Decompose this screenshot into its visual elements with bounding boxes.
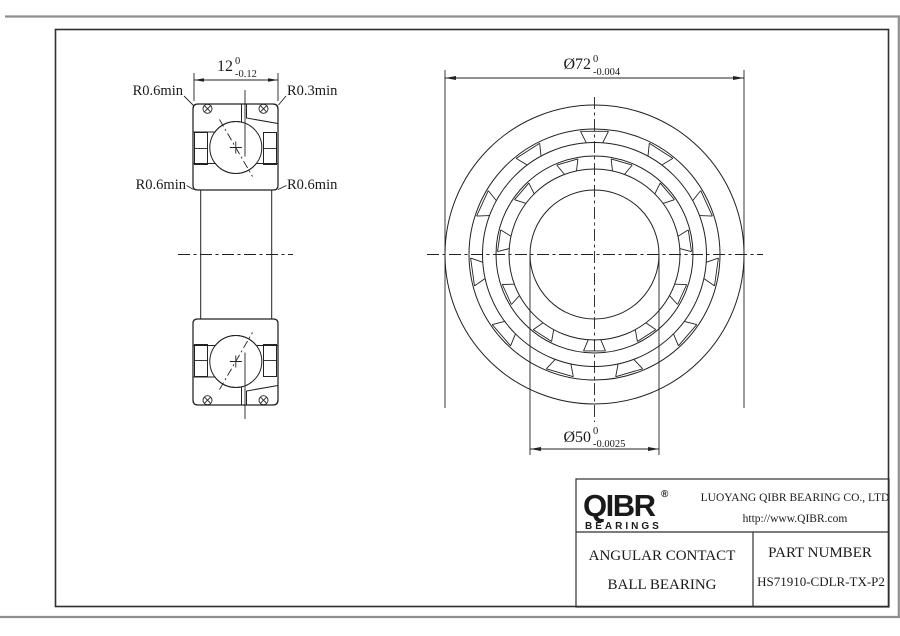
product-name-line2: BALL BEARING <box>607 577 717 593</box>
logo-subtitle: BEARINGS <box>585 521 662 532</box>
radius-callout-mid-right <box>278 177 338 193</box>
radius-callout-top-right <box>279 83 339 105</box>
od-dim-tol-lower: -0.004 <box>593 67 621 78</box>
company-website: http://www.QIBR.com <box>742 513 848 525</box>
width-dim-tol-upper: 0 <box>235 56 241 67</box>
section-view <box>133 56 338 419</box>
part-number-label: PART NUMBER <box>768 545 872 561</box>
cage-section-left <box>195 133 208 165</box>
part-number-value: HS71910-CDLR-TX-P2 <box>757 574 885 589</box>
seal-symbol-left <box>203 104 212 113</box>
contact-angle-line <box>220 120 253 177</box>
company-logo <box>583 488 669 532</box>
radius-callout-mid-left <box>136 177 194 193</box>
od-dim-value: Ø72 <box>563 56 591 73</box>
registered-mark-icon: ® <box>661 489 669 500</box>
company-name: LUOYANG QIBR BEARING CO., LTD <box>700 492 890 504</box>
radius-label: R0.6min <box>287 177 338 193</box>
bore-dim-tol-lower: -0.0025 <box>593 439 626 450</box>
width-dim-tol-lower: -0.12 <box>235 69 257 80</box>
front-view <box>427 54 763 455</box>
product-name-line1: ANGULAR CONTACT <box>588 548 736 564</box>
title-block <box>576 479 889 607</box>
inner-ring-section <box>193 164 278 191</box>
bearing-section-bottom-half <box>193 319 278 419</box>
logo-text: QIBR <box>583 488 655 523</box>
seal-symbol-right <box>259 104 268 113</box>
radius-label: R0.6min <box>135 177 186 193</box>
page-frame <box>0 16 900 617</box>
radius-label: R0.3min <box>287 83 338 99</box>
width-dimension <box>194 56 278 101</box>
bore-dim-value: Ø50 <box>563 429 591 446</box>
width-dim-value: 12 <box>217 58 233 75</box>
radius-label: R0.6min <box>132 83 183 99</box>
outer-ring-section-left <box>193 104 242 132</box>
bore-dim-tol-upper: 0 <box>593 426 599 437</box>
bearing-section-top-half <box>193 90 278 190</box>
cage-section-right <box>264 133 277 165</box>
radius-callout-top-left <box>133 83 194 106</box>
od-dim-tol-upper: 0 <box>593 54 599 65</box>
